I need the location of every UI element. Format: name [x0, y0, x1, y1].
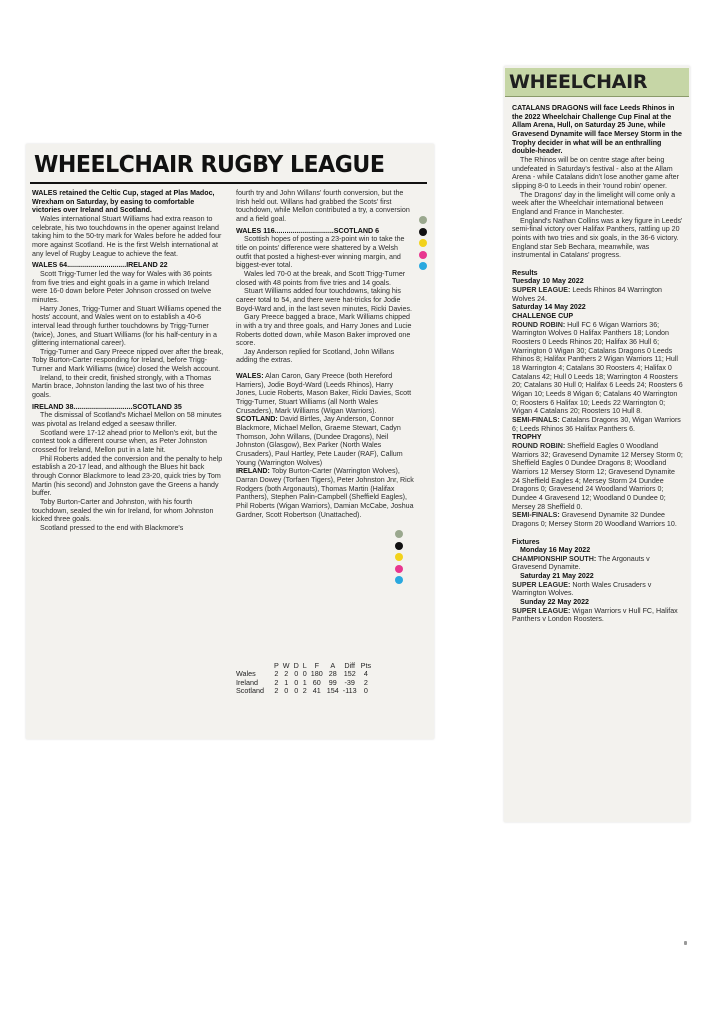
body-paragraph: Scott Trigg-Turner led the way for Wales with 36 points from five tries and eight goals in a game in which Ireland were 16-0 down before Peter Johnson crossed on twelve minutes. — [32, 269, 212, 304]
results-entry-label: SUPER LEAGUE: — [512, 580, 571, 589]
lead-paragraph: WALES retained the Celtic Cup, staged at Plas Madoc, Wrexham on Saturday, by easing to comfortable victories over Ireland and Scotland. — [32, 189, 215, 215]
registration-dots-bottom — [395, 530, 403, 588]
right-article-clipping — [504, 66, 690, 822]
table-header-cell: Diff — [344, 661, 356, 670]
table-cell: -39 — [344, 677, 355, 687]
results-heading: Tuesday 10 May 2022 — [512, 277, 584, 286]
color-dot-magenta — [419, 251, 427, 259]
fixture-date: Monday 16 May 2022 — [520, 546, 591, 555]
article-column-1 — [32, 189, 224, 533]
body-paragraph: The Rhinos will be on centre stage after being undefeated in Saturday's festival - also at the Allam Arena - while Catalans didn't lose another game after slipping 8-0 to Leeds in their 'round robin' opener. — [512, 155, 679, 190]
table-cell: 0 — [294, 685, 299, 695]
table-team-cell: Wales — [236, 669, 256, 679]
body-paragraph: The dismissal of Scotland's Michael Mellon on 58 minutes was pivotal as Ireland edged a seesaw thriller. — [32, 411, 222, 429]
results-entry-label: ROUND ROBIN: — [512, 441, 566, 450]
body-paragraph: Toby Burton-Carter and Johnston, with his fourth touchdown, sealed the win for Ireland, for whom Johnston kicked three goals. — [32, 497, 214, 524]
team-list — [236, 415, 414, 467]
table-header-cell: F — [314, 661, 319, 670]
article-headline: WHEELCHAIR RUGBY LEAGUE — [34, 152, 385, 178]
results-entry — [512, 442, 684, 511]
match-subhead: WALES 64..............................IRELAND 22 — [32, 261, 168, 270]
body-paragraph: Gary Preece bagged a brace, Mark Williams chipped in with a try and three goals, and Harry Jones and Lucie Roberts dotted down, while Mason Baker improved one score. — [236, 313, 412, 348]
color-dot-cyan — [395, 576, 403, 584]
table-cell: 1 — [284, 677, 289, 687]
results-entry-text: The Argonauts v Gravesend Dynamite. — [512, 554, 650, 572]
body-paragraph: Scottish hopes of posting a 23-point win to take the title on points' difference were shattered by a Welsh outfit that posted a highest-ever winning margin, and biggest-ever total. — [236, 235, 405, 270]
table-cell: 41 — [312, 685, 321, 695]
body-paragraph: Jay Anderson replied for Scotland, John Willans adding the extras. — [236, 347, 395, 365]
team-list-players: Alan Caron, Gary Preece (both Hereford Harriers), Jodie Boyd-Ward (Leeds Rhinos), Harry Jones, Lucie Roberts, Mason Baker, Ricki Davies, Scott Trigg-Turner, Stuart Williams (all North Wales Crusaders), Mark Williams (Wigan Warriors). — [236, 372, 412, 415]
team-list — [236, 467, 414, 519]
table-cell: 180 — [310, 669, 323, 679]
table-cell: 2 — [274, 685, 279, 695]
spacer — [236, 365, 414, 372]
color-dot-black — [419, 228, 427, 236]
body-paragraph: Scotland pressed to the end with Blackmore's — [40, 523, 184, 532]
spacer — [512, 260, 684, 269]
registration-dots-top — [419, 216, 427, 274]
table-cell: 0 — [302, 669, 307, 679]
results-heading: Saturday 14 May 2022 — [512, 303, 586, 312]
section-tab-label: WHEELCHAIR — [509, 71, 648, 93]
table-header-cell: W — [282, 661, 290, 670]
results-entry-text: Catalans Dragons 30, Wigan Warriors 6; Leeds Rhinos 36 Halifax Panthers 6. — [512, 415, 681, 433]
spacer — [512, 529, 684, 538]
body-paragraph: The Dragons' day in the limelight will come only a week after the Wheelchair international between England and France in Manchester. — [512, 190, 676, 216]
fixture-date: Saturday 21 May 2022 — [520, 572, 594, 581]
body-paragraph: Ireland, to their credit, finished strongly, with a Thomas Martin brace, Johnston landing the last two of his three goals. — [32, 373, 212, 400]
table-cell: -113 — [342, 685, 357, 695]
table-cell: 4 — [363, 669, 368, 679]
results-heading: CHALLENGE CUP — [512, 312, 574, 321]
results-entry-text: Leeds Rhinos 84 Warrington Wolves 24. — [512, 286, 662, 303]
table-cell: 1 — [302, 677, 307, 687]
color-dot-grey — [419, 216, 427, 224]
table-cell: 28 — [328, 669, 337, 679]
table-cell: 154 — [326, 685, 339, 695]
table-cell: 2 — [284, 669, 289, 679]
fixture-date: Sunday 22 May 2022 — [520, 598, 590, 607]
body-paragraph: Trigg-Turner and Gary Preece nipped over after the break, Toby Burton-Carter responding for Ireland, before Trigg-Turner and Mark Williams (twice) closed the Welsh account. — [32, 347, 224, 374]
table-cell: 0 — [284, 685, 289, 695]
results-column — [512, 104, 684, 624]
section-tab — [505, 68, 689, 97]
table-cell: 60 — [312, 677, 321, 687]
paper-speck — [684, 941, 687, 945]
table-header-cell: D — [293, 661, 299, 670]
results-heading: TROPHY — [512, 433, 542, 442]
match-subhead: WALES 116..............................SCOTLAND 6 — [236, 226, 380, 235]
table-cell: 0 — [294, 669, 299, 679]
results-entry-label: SEMI-FINALS: — [512, 511, 560, 520]
table-cell: 2 — [274, 677, 279, 687]
results-entry-text: Gravesend Dynamite 32 Dundee Dragons 0; Mersey Storm 20 Woodland Warriors 10. — [512, 511, 677, 528]
results-entry-label: ROUND ROBIN: — [512, 320, 566, 329]
results-heading: Fixtures — [512, 537, 540, 546]
team-list-players: Toby Burton-Carter (Warrington Wolves), Darran Dowey (Torfaen Tigers), Peter Johnston Jnr, Rick Rodgers (both Argonauts), Thomas Martin (Halifax Panthers), Stephen Palin-Campbell (Sheffield Eagles), Phil Roberts (Wigan Warriors), Damian McCabe, Joshua Gardner, Scott Robertson (Unattached). — [236, 467, 414, 519]
table-team-cell: Ireland — [236, 677, 258, 687]
table-header-cell: A — [330, 661, 336, 670]
table-cell: 2 — [274, 669, 279, 679]
color-dot-cyan — [419, 262, 427, 270]
body-paragraph: England's Nathan Collins was a key figure in Leeds' semi-final victory over Halifax Panthers, rattling up 20 points with two tries and six goals, in the 36-6 victory. England star Seb Bechara, meanwhile, was instrumental in Catalans' progress. — [512, 216, 683, 260]
lead-paragraph: CATALANS DRAGONS will face Leeds Rhinos in the 2022 Wheelchair Challenge Cup Final at the Allam Arena, Hull, on Saturday 25 June, while Gravesend Dynamite will face Mersey Storm in the Trophy decider in what will be an enthralling double-header. — [512, 104, 682, 156]
results-entry-text: Wigan Warriors v Hull FC, Halifax Panthers v London Roosters. — [512, 606, 678, 624]
results-entry-label: SUPER LEAGUE: — [512, 606, 571, 615]
results-entry — [512, 416, 684, 433]
body-paragraph: fourth try and John Willans' fourth conversion, but the Irish held out. Willans had grabbed the Scots' first touchdown, while Mellon contributed a try, a conversion and a field goal. — [236, 189, 410, 223]
team-list-players: David Birtles, Jay Anderson, Connor Blackmore, Michael Mellon, Graeme Stewart, Cadyn Thomson, John Willans, (Dundee Dragons), Neil Johnston (Glasgow), Bex Parker (North Wales Crusaders), Paul Hartley, Pete Lauder (RAF), Callum Young (Warrington Wolves) — [236, 415, 403, 467]
table-cell: 99 — [328, 677, 337, 687]
color-dot-grey — [395, 530, 403, 538]
body-paragraph: Harry Jones, Trigg-Turner and Stuart Williams opened the hosts' account, and Wales went on to establish a 40-6 interval lead through further touchdowns by Trigg-Turner (twice), Jones, and Stuart Williams (for his half-century in a glittering international career). — [32, 304, 222, 348]
results-entry — [512, 581, 684, 598]
results-heading: Results — [512, 268, 538, 277]
results-entry — [512, 286, 684, 303]
body-paragraph: Wales international Stuart Williams had extra reason to celebrate, his two touchdowns in the opener against Ireland taking him to the 50-try mark for Wales before he added four more against Scotland. He is the first Welsh international at any level of Rugby League to achieve the feat. — [32, 214, 222, 258]
results-entry-label: SEMI-FINALS: — [512, 415, 560, 424]
results-entry-text: North Wales Crusaders v Warrington Wolves. — [512, 580, 652, 598]
body-paragraph: Scotland were 17-12 ahead prior to Mellon's exit, but the contest took a different course when, as Peter Johnston crossed for Ireland, Mellon put in a late hit. — [32, 428, 218, 455]
table-header-cell: P — [274, 661, 279, 670]
color-dot-yellow — [395, 553, 403, 561]
table-cell: 0 — [294, 677, 299, 687]
table-cell: 2 — [363, 677, 368, 687]
color-dot-black — [395, 542, 403, 550]
results-entry — [512, 607, 684, 624]
color-dot-yellow — [419, 239, 427, 247]
table-header-cell: L — [302, 661, 307, 670]
results-entry — [512, 321, 684, 416]
table-cell: 2 — [302, 685, 307, 695]
match-subhead: IRELAND 38..............................SCOTLAND 35 — [32, 402, 182, 411]
standings-table-wrap — [236, 652, 373, 695]
headline-rule — [30, 182, 427, 184]
team-list — [236, 372, 414, 415]
results-entry-label: CHAMPIONSHIP SOUTH: — [512, 554, 597, 563]
team-list-label: IRELAND: — [236, 467, 270, 476]
color-dot-magenta — [395, 565, 403, 573]
article-column-2 — [236, 189, 414, 519]
left-article-clipping — [26, 144, 434, 739]
results-entry-text: Hull FC 6 Wigan Warriors 36; Warrington Wolves 0 Halifax Panthers 18; London Roosters 0 Leeds Rhinos 20; Halifax 36 Hull 6; Warrington 0 Wigan 30; Catalans Dragons 0 Leeds Rhinos 8; Halifax Panthers 2 Wigan Warriors 11; Hull 18 Warrington 4; Catalans 30 Roosters 4; Halifax 0 Catalans 42; Hull 0 Leeds 18; Warrington 4 Roosters 20; Catalans 30 Hull 0; Halifax 6 Leeds 24; Roosters 6 Wigan 10; Leeds 8 Wigan 6; Catalans 40 Warrington 0; Roosters 6 Halifax 10; Leeds 22 Warrington 0; Wigan 4 Catalans 20; Roosters 10 Hull 8. — [512, 320, 683, 416]
results-entry — [512, 511, 684, 528]
team-list-label: WALES: — [236, 372, 264, 381]
table-header-cell: Pts — [360, 661, 372, 670]
team-list-label: SCOTLAND: — [236, 415, 278, 424]
standings-table — [236, 662, 373, 695]
table-team-cell: Scotland — [236, 685, 264, 695]
body-paragraph: Wales led 70-0 at the break, and Scott Trigg-Turner closed with 48 points from five tries and 14 goals. — [236, 269, 406, 287]
results-entry-label: SUPER LEAGUE: — [512, 286, 571, 295]
table-row — [236, 687, 373, 695]
table-cell: 152 — [343, 669, 356, 679]
table-cell: 0 — [363, 685, 368, 695]
results-entry-text: Sheffield Eagles 0 Woodland Warriors 32; Gravesend Dynamite 12 Mersey Storm 0; Sheffield Eagles 0 Dundee Dragons 8; Woodland Warriors 12 Mersey Storm 12; Gravesend Dynamite 24 Sheffield Eagles 4; Mersey Storm 24 Dundee Dragons 0; Gravesend 24 Woodland Warriors 0; Dundee 4 Gravesend 12; Woodland 0 Dundee 0; Mersey 28 Sheffield 0. — [512, 441, 683, 511]
results-entry — [512, 555, 684, 572]
body-paragraph: Stuart Williams added four touchdowns, taking his career total to 54, and there were hat-tricks for Jodie Boyd-Ward and, in the last seven minutes, Ricki Davies. — [236, 287, 412, 313]
body-paragraph: Phil Roberts added the conversion and the penalty to help establish a 20-17 lead, and although the Blues hit back through Connor Blackmore to lead 23-20, quick tries by Tom Martin (his second) and Johnston gave the Greens a handy buffer. — [32, 454, 223, 498]
